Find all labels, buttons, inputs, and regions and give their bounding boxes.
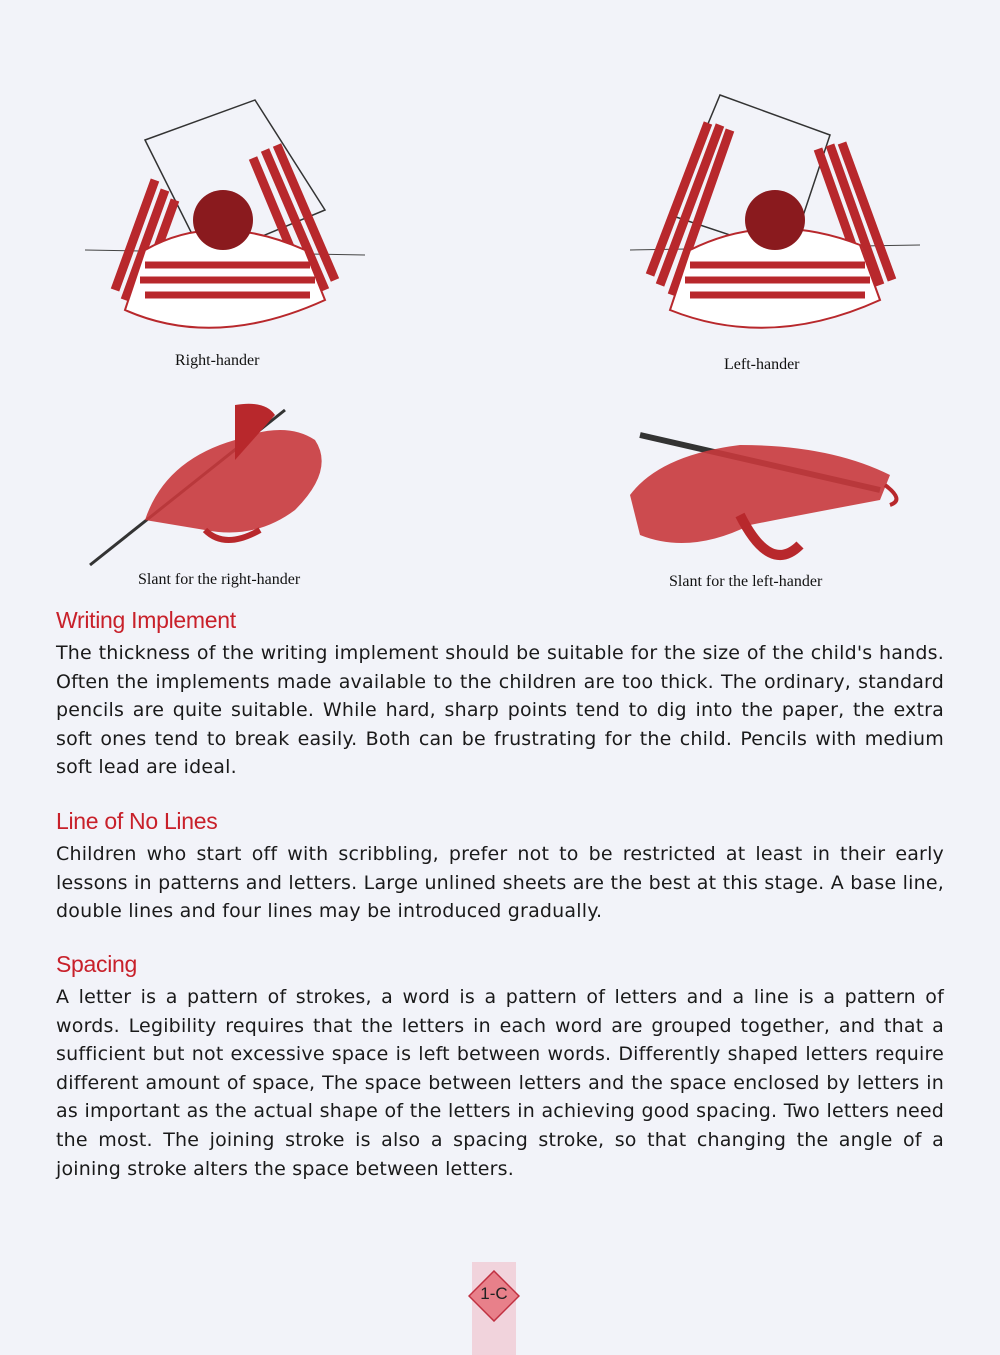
figure-caption: Slant for the left-hander (669, 573, 823, 590)
section-heading-spacing: Spacing (56, 951, 138, 977)
section-body-line-of-no-lines: Children who start off with scribbling, prefer not to be restricted at least in their early lessons in patterns and letters. Large unlined sheets are the best at this stage. A base line, double lines and four lines may be introduced gradually. (56, 843, 944, 923)
figure-caption: Right-hander (175, 352, 260, 369)
right-hander-illustration (85, 90, 365, 350)
section-heading-line-of-no-lines: Line of No Lines (56, 808, 218, 834)
left-hander-illustration (630, 85, 920, 355)
page-number: 1-C (480, 1284, 508, 1303)
section-body-spacing: A letter is a pattern of strokes, a word is a pattern of letters and a line is a pattern of words. Legibility requires that the letters in each word are grouped together, and that a sufficient but not excessive space is left between words. Differently shaped letters require different amount of space, The space between letters and the space enclosed by letters in as important as the actual shape of the letters in achieving good spacing. Two letters need the most. The joining stroke is also a spacing stroke, so that changing the angle of a joining stroke alters the space between letters. (56, 986, 944, 1180)
figure-caption: Left-hander (724, 356, 800, 373)
slant-right-hander-illustration (85, 400, 345, 570)
slant-left-hander-illustration (600, 405, 920, 575)
section-heading-writing-implement: Writing Implement (56, 607, 236, 633)
figure-caption: Slant for the right-hander (138, 571, 301, 588)
section-body-writing-implement: The thickness of the writing implement should be suitable for the size of the child's hands. Often the implements made available to the children are too thick. The ordinary, standard pencils are quite suitable. While hard, sharp points tend to dig into the paper, the extra soft ones tend to break easily. Both can be frustrating for the child. Pencils with medium soft lead are ideal. (56, 642, 944, 779)
